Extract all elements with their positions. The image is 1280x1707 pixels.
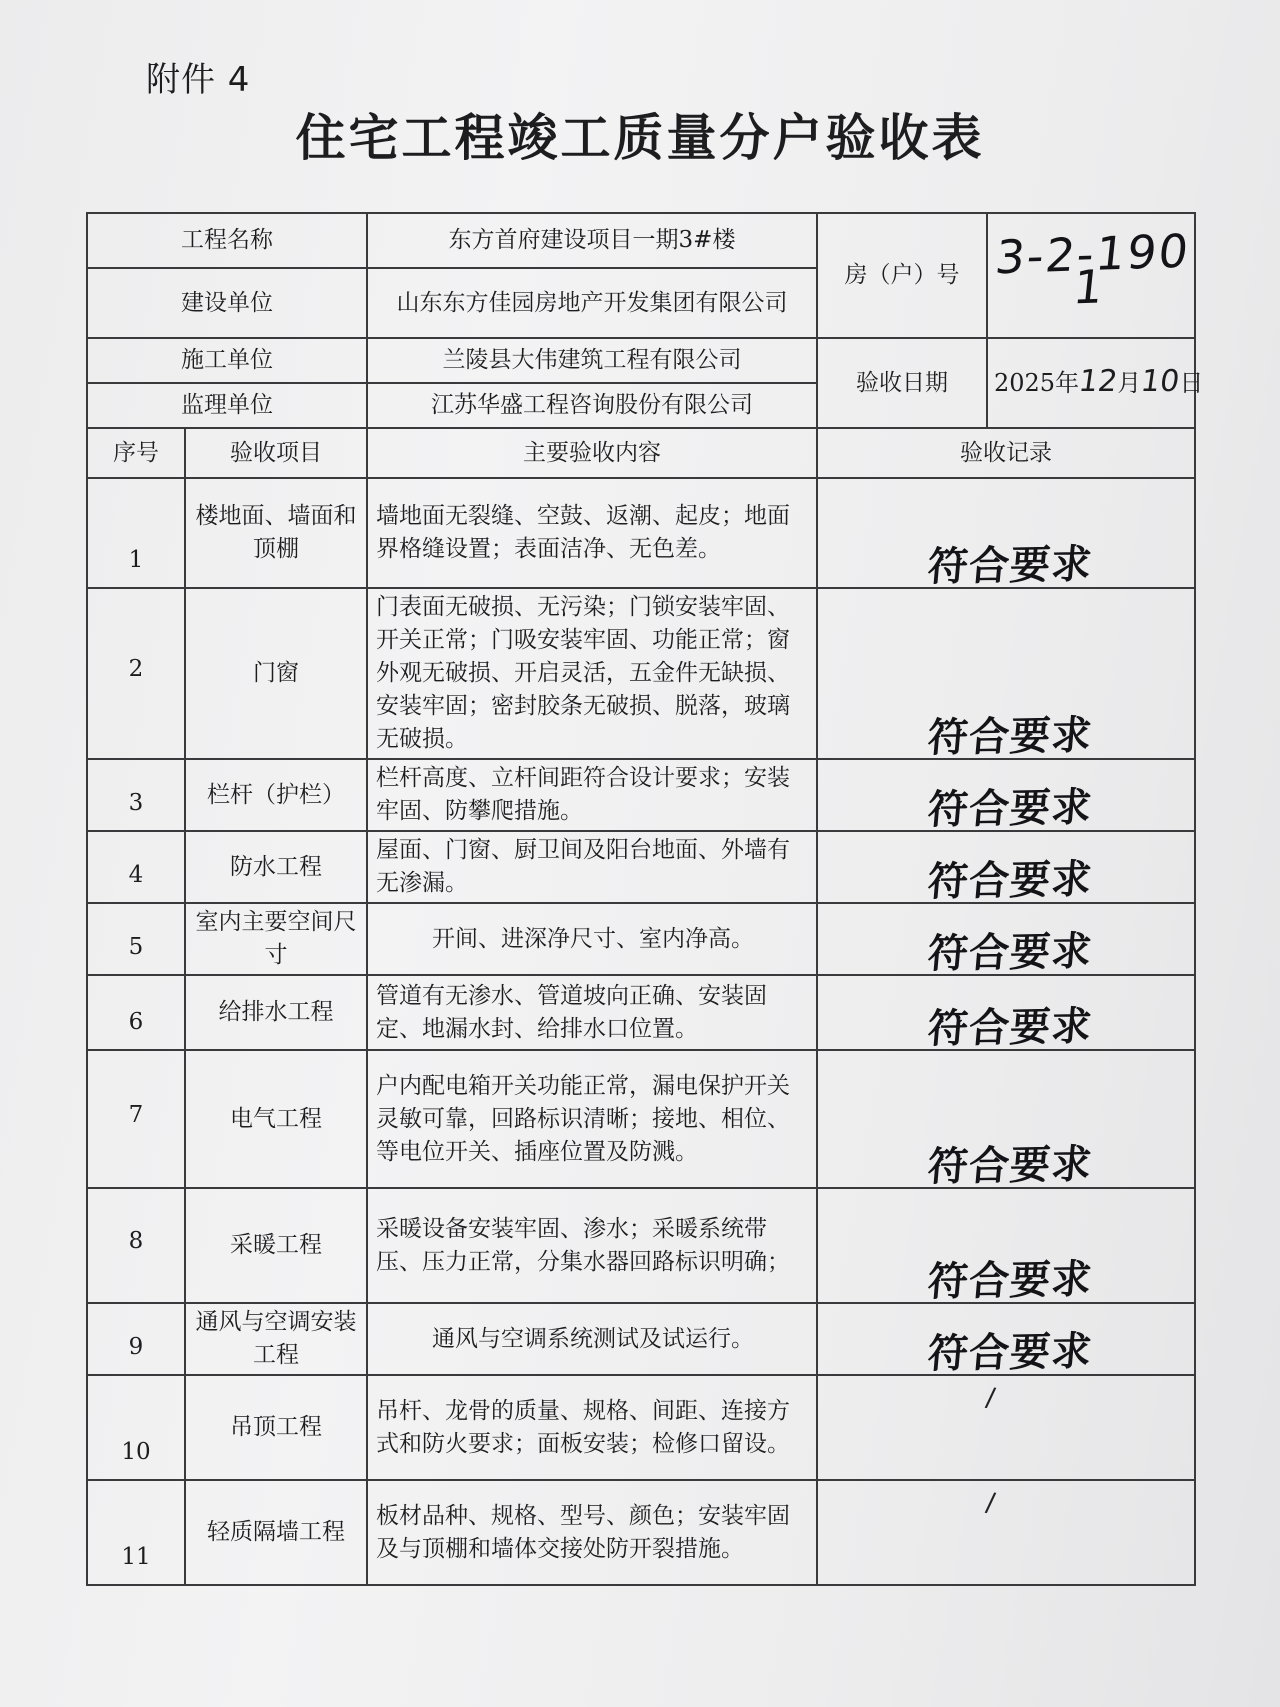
supervisor-value: 江苏华盛工程咨询股份有限公司 <box>367 383 817 428</box>
attachment-label: 附件 4 <box>146 60 251 100</box>
table-row <box>87 1050 1195 1188</box>
contractor-value: 兰陵县大伟建筑工程有限公司 <box>367 338 817 383</box>
row-content: 门表面无破损、无污染；门锁安装牢固、开关正常；门吸安装牢固、功能正常；窗外观无破损、开启灵活，五金件无缺损、 安装牢固；密封胶条无破损、脱落，玻璃无破损。 <box>367 588 817 759</box>
row-item: 栏杆（护栏） <box>185 759 367 831</box>
handwritten-record: 符合要求 <box>925 928 1095 978</box>
handwritten-slash: / <box>984 1382 997 1414</box>
table-row <box>87 588 1195 759</box>
column-header-seq: 序号 <box>87 428 185 478</box>
room-number-handwritten: 3-2-1901 <box>992 223 1193 315</box>
table-row <box>87 478 1195 588</box>
row-item: 轻质隔墙工程 <box>185 1480 367 1585</box>
row-seq: 3 <box>87 759 185 831</box>
row-content: 墙地面无裂缝、空鼓、返潮、起皮；地面界格缝设置；表面洁净、无色差。 <box>367 478 817 588</box>
row-record <box>817 1303 1195 1378</box>
row-record <box>817 1050 1195 1191</box>
supervisor-label: 监理单位 <box>87 383 367 428</box>
row-content: 开间、进深净尺寸、室内净高。 <box>367 903 817 975</box>
row-content: 板材品种、规格、型号、颜色；安装牢固及与顶棚和墙体交接处防开裂措施。 <box>367 1480 817 1585</box>
row-seq: 7 <box>87 1050 185 1188</box>
project-name-label: 工程名称 <box>87 213 367 268</box>
row-item: 给排水工程 <box>185 975 367 1050</box>
row-item: 室内主要空间尺寸 <box>185 903 367 975</box>
row-item: 楼地面、墙面和顶棚 <box>185 478 367 588</box>
date-year: 2025年 <box>994 369 1080 397</box>
table-row <box>87 1480 1195 1585</box>
project-name-value: 东方首府建设项目一期3#楼 <box>367 213 817 268</box>
date-day-handwritten: 10 <box>1138 364 1182 399</box>
date-day-unit: 日 <box>1179 369 1204 397</box>
row-seq: 11 <box>87 1480 185 1585</box>
handwritten-record: 符合要求 <box>925 541 1095 591</box>
column-header-item: 验收项目 <box>185 428 367 478</box>
handwritten-slash: / <box>984 1487 997 1519</box>
handwritten-record: 符合要求 <box>925 1003 1095 1053</box>
column-header-content: 主要验收内容 <box>367 428 817 478</box>
row-record <box>817 759 1195 834</box>
row-item: 门窗 <box>185 588 367 759</box>
row-seq: 1 <box>87 478 185 588</box>
row-record <box>817 478 1195 591</box>
column-header-record: 验收记录 <box>817 428 1195 478</box>
row-seq: 8 <box>87 1188 185 1303</box>
form-title-text: 住宅工程竣工质量分户验收表 <box>295 109 985 167</box>
row-content: 户内配电箱开关功能正常，漏电保护开关灵敏可靠，回路标识清晰；接地、相位、等电位开关、插座位置及防溅。 <box>367 1050 817 1188</box>
row-content: 栏杆高度、立杆间距符合设计要求；安装牢固、防攀爬措施。 <box>367 759 817 831</box>
row-content: 采暖设备安装牢固、渗水；采暖系统带压、压力正常，分集水器回路标识明确； <box>367 1188 817 1303</box>
acceptance-date-value <box>994 364 1204 399</box>
row-item: 吊顶工程 <box>185 1375 367 1480</box>
table-row <box>87 1303 1195 1375</box>
row-record <box>817 1375 1195 1480</box>
table-row <box>87 1188 1195 1303</box>
form-title <box>0 98 1280 170</box>
acceptance-table <box>86 212 1204 1586</box>
contractor-label: 施工单位 <box>87 338 367 383</box>
table-row <box>87 831 1195 903</box>
acceptance-date-cell <box>987 338 1204 428</box>
row-content: 管道有无渗水、管道坡向正确、安装固定、地漏水封、给排水口位置。 <box>367 975 817 1050</box>
row-seq: 10 <box>87 1375 185 1480</box>
row-seq: 2 <box>87 588 185 759</box>
row-seq: 5 <box>87 903 185 975</box>
row-seq: 6 <box>87 975 185 1050</box>
handwritten-record: 符合要求 <box>925 856 1095 906</box>
table-row <box>87 903 1195 975</box>
row-content: 吊杆、龙骨的质量、规格、间距、连接方式和防火要求；面板安装；检修口留设。 <box>367 1375 817 1480</box>
table-row <box>87 759 1195 831</box>
acceptance-date-label: 验收日期 <box>817 338 987 428</box>
handwritten-record: 符合要求 <box>925 1141 1095 1191</box>
row-content: 通风与空调系统测试及试运行。 <box>367 1303 817 1375</box>
row-item: 通风与空调安装工程 <box>185 1303 367 1375</box>
table-row <box>87 975 1195 1050</box>
date-month-handwritten: 12 <box>1076 364 1120 399</box>
table-row <box>87 1375 1195 1480</box>
row-item: 防水工程 <box>185 831 367 903</box>
handwritten-record: 符合要求 <box>925 784 1095 834</box>
row-record <box>817 1480 1195 1585</box>
row-item: 电气工程 <box>185 1050 367 1188</box>
row-seq: 9 <box>87 1303 185 1375</box>
handwritten-record: 符合要求 <box>925 712 1095 762</box>
row-seq: 4 <box>87 831 185 903</box>
row-item: 采暖工程 <box>185 1188 367 1303</box>
room-number-label: 房（户）号 <box>817 213 987 338</box>
developer-value: 山东东方佳园房地产开发集团有限公司 <box>367 268 817 338</box>
handwritten-record: 符合要求 <box>925 1256 1095 1306</box>
handwritten-record: 符合要求 <box>925 1328 1095 1378</box>
date-month-unit: 月 <box>1117 369 1142 397</box>
room-number-cell <box>987 213 1195 338</box>
row-record <box>817 975 1195 1053</box>
row-record <box>817 831 1195 906</box>
row-record <box>817 903 1195 978</box>
row-record <box>817 588 1195 762</box>
row-content: 屋面、门窗、厨卫间及阳台地面、外墙有无渗漏。 <box>367 831 817 903</box>
row-record <box>817 1188 1195 1306</box>
developer-label: 建设单位 <box>87 268 367 338</box>
